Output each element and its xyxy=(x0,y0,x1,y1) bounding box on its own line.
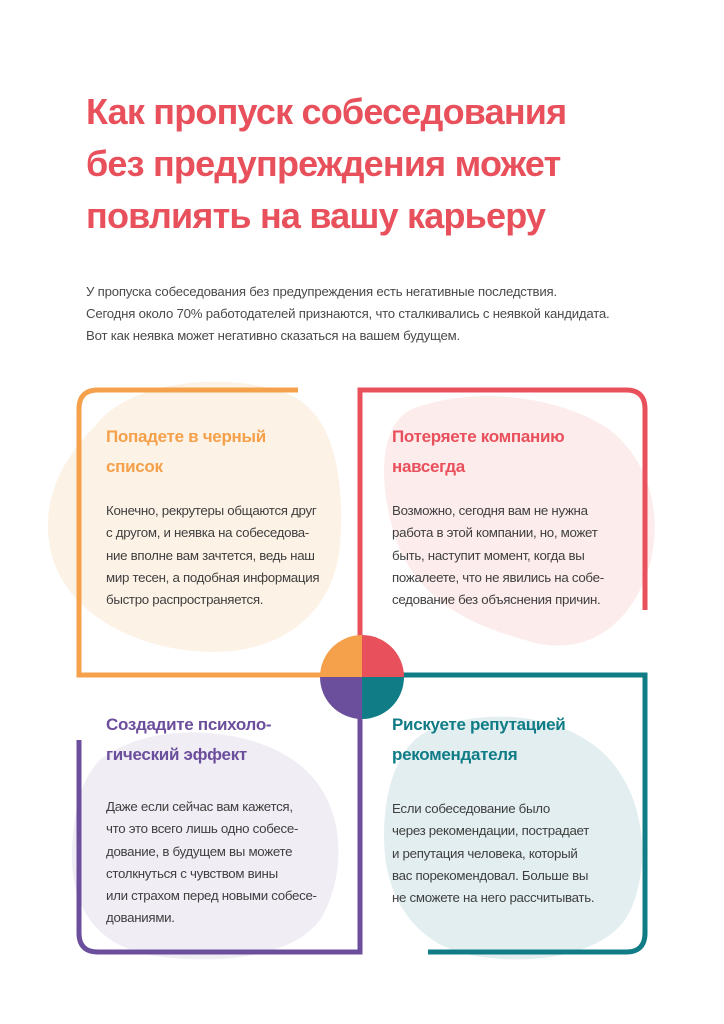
card-text-line: через рекомендации, пострадает xyxy=(392,823,589,839)
card-text-line: что это всего лишь одно собесе- xyxy=(106,821,299,837)
intro-line: У пропуска собеседования без предупреждения есть негативные последствия. xyxy=(86,284,557,299)
card-text-lose-company xyxy=(392,500,604,611)
card-title-line: навсегда xyxy=(392,457,465,476)
card-text-line: Конечно, рекрутеры общаются друг xyxy=(106,503,317,518)
card-text-line: не сможете на него рассчитывать. xyxy=(392,890,595,906)
card-text-line: быстро распространяется. xyxy=(106,592,264,608)
card-title-line: список xyxy=(106,457,163,476)
card-text-line: столкнуться с чувством вины xyxy=(106,865,278,881)
card-text-line: дование, в будущем вы можете xyxy=(106,843,293,859)
center-circle xyxy=(320,635,404,719)
intro-line: Сегодня около 70% работодателей признаются, что сталкивались с неявкой кандидата. xyxy=(86,306,610,321)
card-text-line: и репутация человека, который xyxy=(392,845,578,861)
card-title-referrer-reputation xyxy=(392,710,565,770)
card-text-blacklist xyxy=(106,500,319,611)
card-title-line: рекомендателя xyxy=(392,745,518,764)
card-text-line: быть, наступит момент, когда вы xyxy=(392,547,585,563)
card-text-line: дованиями. xyxy=(106,910,175,926)
card-title-line: Создадите психоло- xyxy=(106,715,272,734)
card-text-line: с другом, и неявка на собеседова- xyxy=(106,525,310,541)
card-title-line: Потеряете компанию xyxy=(392,427,565,446)
card-text-line: работа в этой компании, но, может xyxy=(392,525,598,541)
card-text-line: Даже если сейчас вам кажется, xyxy=(106,799,293,814)
card-title-lose-company xyxy=(392,422,564,482)
card-text-line: или страхом перед новыми собесе- xyxy=(106,888,317,904)
card-title-line: гический эффект xyxy=(106,745,247,764)
card-text-line: седование без объяснения причин. xyxy=(392,592,601,608)
card-title-blacklist xyxy=(106,422,266,482)
card-text-psych-effect xyxy=(106,796,317,930)
card-text-line: Возможно, сегодня вам не нужна xyxy=(392,503,588,518)
card-title-psych-effect xyxy=(106,710,271,770)
card-text-line: мир тесен, а подобная информация xyxy=(106,569,320,585)
card-text-line: ние вполне вам зачтется, ведь наш xyxy=(106,547,315,563)
card-text-referrer-reputation xyxy=(392,798,594,909)
card-text-line: пожалеете, что не явились на собе- xyxy=(392,569,604,585)
title-line: Как пропуск собеседования xyxy=(86,91,567,132)
card-title-line: Рискуете репутацией xyxy=(392,715,566,734)
card-title-line: Попадете в черный xyxy=(106,427,266,446)
title-line: повлиять на вашу карьеру xyxy=(86,195,546,236)
card-text-line: вас порекомендовал. Больше вы xyxy=(392,867,589,883)
intro-line: Вот как неявка может негативно сказаться на вашем будущем. xyxy=(86,328,460,343)
card-text-line: Если собеседование было xyxy=(392,801,550,816)
title-line: без предупреждения может xyxy=(86,143,561,184)
